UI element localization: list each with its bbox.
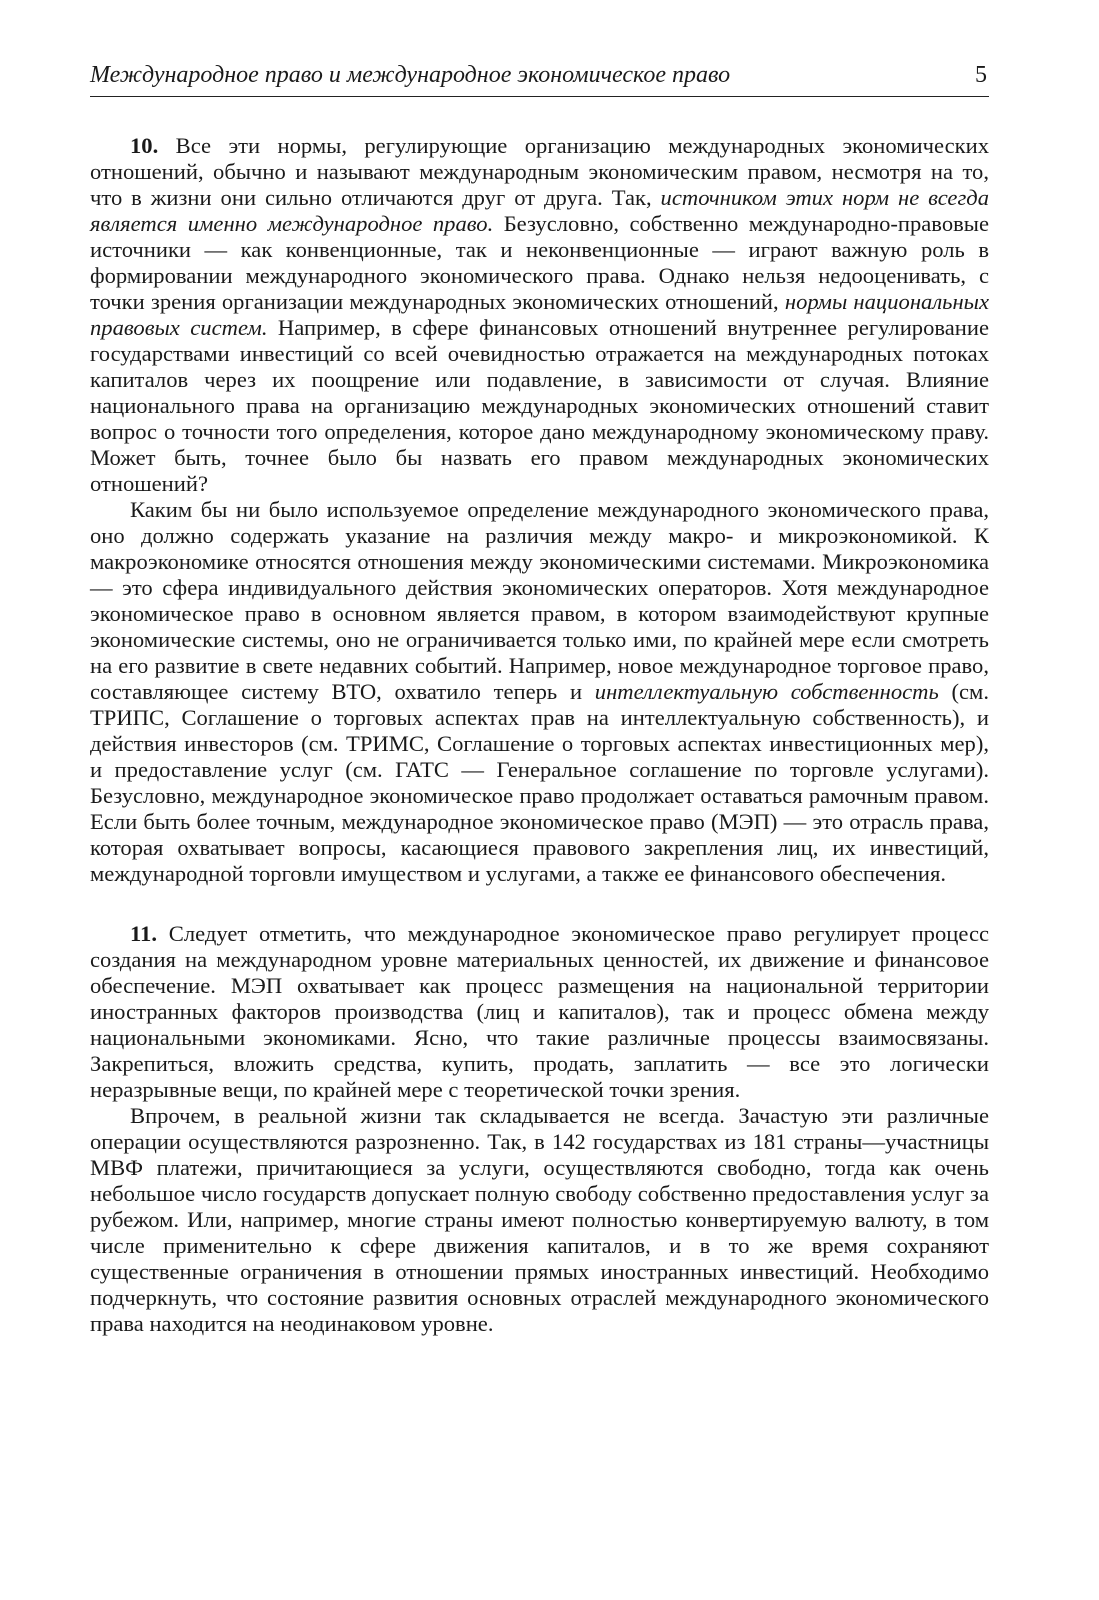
running-head: [90, 60, 989, 97]
section-number: 11.: [130, 921, 157, 946]
paragraph: Каким бы ни было используемое определение международного экономического права, оно должно содержать указание на различия между макро- и микроэкономикой. К макроэкономике относятся отношения между экономическими системами. Микроэкономика — это сфера индивидуального действия экономических операторов. Хотя международное экономическое право в основном является правом, в котором взаимодействуют крупные экономические системы, оно не ограничивается только ими, по крайней мере если смотреть на его развитие в свете недавних событий. Например, новое международное торговое право, составляющее систему ВТО, охватило теперь и интеллектуальную собственность (см. ТРИПС, Соглашение о торговых аспектах прав на интеллектуальную собственность), и действия инвесторов (см. ТРИМС, Соглашение о торговых аспектах инвестиционных мер), и предоставление услуг (см. ГАТС — Генеральное соглашение по торговле услугами). Безусловно, международное экономическое право продолжает оставаться рамочным правом. Если быть более точным, международное экономическое право (МЭП) — это отрасль права, которая охватывает вопросы, касающиеся правового закрепления лиц, их инвестиций, международной торговли имуществом и услугами, а также ее финансового обеспечения.: [90, 497, 989, 886]
body-text: [90, 133, 989, 1337]
book-page: [90, 60, 989, 1337]
section-number: 10.: [130, 133, 159, 158]
running-title: Международное право и международное экономическое право: [90, 62, 731, 88]
paragraph: 11. Следует отметить, что международное экономическое право регулирует процесс создания на международном уровне материальных ценностей, их движение и финансовое обеспечение. МЭП охватывает как процесс размещения на национальной территории иностранных факторов производства (лиц и капиталов), так и процесс обмена между национальными экономиками. Ясно, что такие различные процессы взаимосвязаны. Закрепиться, вложить средства, купить, продать, заплатить — все это логически неразрывные вещи, по крайней мере с теоретической точки зрения.: [90, 921, 990, 1102]
paragraph: Впрочем, в реальной жизни так складывается не всегда. Зачастую эти различные операции осуществляются разрозненно. Так, в 142 государствах из 181 страны—участницы МВФ платежи, причитающиеся за услуги, осуществляются свободно, тогда как очень небольшое число государств допускает полную свободу собственно предоставления услуг за рубежом. Или, например, многие страны имеют полностью конвертируемую валюту, в том числе применительно к сфере движения капиталов, и в то же время сохраняют существенные ограничения в отношении прямых иностранных инвестиций. Необходимо подчеркнуть, что состояние развития основных отраслей международного экономического права находится на неодинаковом уровне.: [90, 1103, 989, 1336]
paragraph: 10. Все эти нормы, регулирующие организацию международных экономических отношений, обычно и называют международным экономическим правом, несмотря на то, что в жизни они сильно отличаются друг от друга. Так, источником этих норм не всегда является именно международное право. Безусловно, собственно международно-правовые источники — как конвенционные, так и неконвенционные — играют важную роль в формировании международного экономического права. Однако нельзя недооценивать, с точки зрения организации международных экономических отношений, нормы национальных правовых систем. Например, в сфере финансовых отношений внутреннее регулирование государствами инвестиций со всей очевидностью отражается на международных потоках капиталов через их поощрение или подавление, в зависимости от случая. Влияние национального права на организацию международных экономических отношений ставит вопрос о точности того определения, которое дано международному экономическому праву. Может быть, точнее было бы назвать его правом международных экономических отношений?: [90, 133, 990, 496]
page-number: 5: [975, 62, 987, 88]
